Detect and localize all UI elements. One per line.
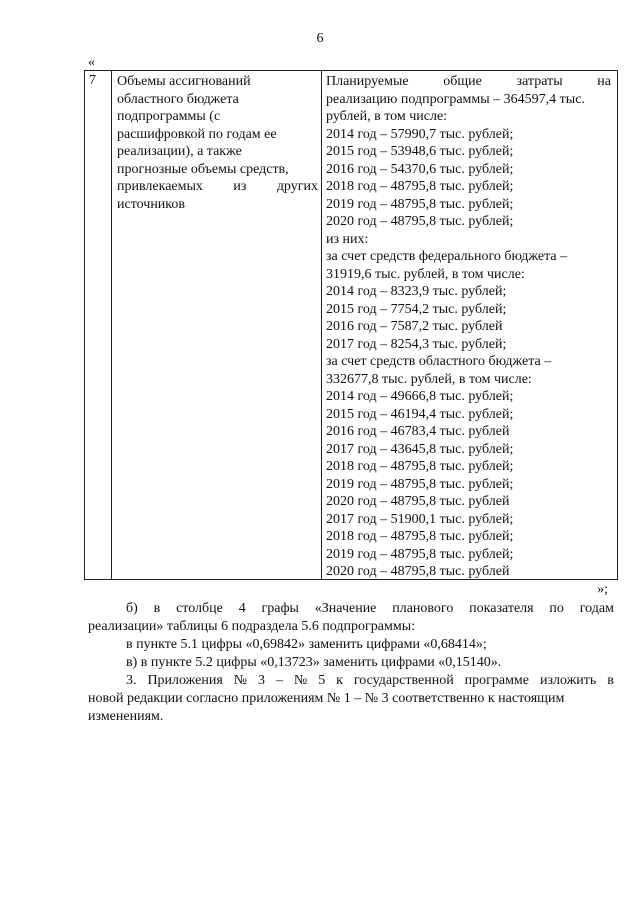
program-table	[84, 70, 618, 580]
description-line: подпрограммы (с	[117, 109, 221, 124]
description-line: реализации), а также	[117, 144, 242, 159]
funding-line: рублей, в том числе:	[326, 109, 448, 124]
funding-line: из них:	[326, 231, 369, 247]
paragraph-line: в) в пункте 5.2 цифры «0,13723» заменить цифрами «0,15140».	[126, 655, 502, 670]
word: планового	[392, 601, 454, 616]
word: других	[276, 179, 318, 194]
funding-line: 2017 год – 8254,3 тыс. рублей;	[326, 336, 507, 352]
word: в	[153, 601, 161, 616]
funding-line: 2014 год – 57990,7 тыс. рублей;	[326, 126, 514, 142]
funding-line: 2016 год – 46783,4 тыс. рублей	[326, 424, 510, 439]
word: 4	[238, 601, 246, 616]
paragraph-item-5-1	[88, 636, 614, 654]
content-cell	[322, 71, 617, 579]
word: столбце	[176, 601, 223, 616]
funding-line: 2016 год – 54370,6 тыс. рублей;	[326, 161, 514, 177]
word: 3.	[126, 673, 137, 688]
word: –	[275, 673, 283, 688]
funding-line: 2015 год – 46194,4 тыс. рублей;	[326, 406, 514, 422]
funding-line: 2019 год – 48795,8 тыс. рублей;	[326, 476, 514, 492]
word: на	[597, 74, 611, 89]
funding-line: 2014 год – 49666,8 тыс. рублей;	[326, 389, 514, 404]
paragraph-line	[88, 672, 614, 690]
paragraph-line: новой редакции согласно приложениям № 1 – № 3 соответственно к настоящим	[88, 691, 565, 706]
word: показателя	[469, 601, 534, 616]
word: в	[607, 673, 614, 688]
word: 5	[318, 673, 326, 688]
page-number: 6	[316, 31, 324, 46]
paragraph-line: изменениям.	[88, 709, 164, 724]
description-line: прогнозные объемы средств,	[117, 161, 289, 177]
word: Приложения	[147, 673, 223, 688]
funding-line: 2015 год – 53948,6 тыс. рублей;	[326, 144, 514, 159]
paragraph-b	[88, 600, 614, 636]
paragraph-v	[88, 654, 614, 672]
description-line: источников	[117, 196, 186, 212]
row-number-cell	[85, 71, 112, 579]
description-line	[117, 178, 318, 196]
description-line: областного бюджета	[117, 91, 239, 107]
word: б)	[126, 601, 138, 616]
word: №	[233, 673, 248, 688]
row-number: 7	[89, 73, 96, 88]
word: привлекаемых	[117, 179, 203, 194]
funding-line: 2020 год – 48795,8 тыс. рублей	[326, 494, 510, 509]
description-text	[117, 73, 318, 213]
funding-line: 2018 год – 48795,8 тыс. рублей;	[326, 459, 514, 474]
funding-line: 31919,6 тыс. рублей, в том числе:	[326, 266, 525, 282]
word: общие	[443, 74, 482, 89]
funding-line: 2019 год – 48795,8 тыс. рублей;	[326, 546, 514, 562]
funding-line: 2019 год – 48795,8 тыс. рублей;	[326, 196, 514, 212]
word: к	[336, 673, 343, 688]
funding-text	[326, 73, 611, 581]
funding-line: за счет средств областного бюджета –	[326, 354, 552, 369]
paragraph-line: в пункте 5.1 цифры «0,69842» заменить цифрами «0,68414»;	[126, 637, 487, 652]
paragraph-line	[88, 600, 614, 618]
word: 3	[258, 673, 266, 688]
funding-line: 2020 год – 48795,8 тыс. рублей	[326, 564, 510, 579]
description-line: Объемы ассигнований	[117, 74, 251, 89]
funding-line: 2020 год – 48795,8 тыс. рублей;	[326, 214, 514, 229]
opening-quote-mark: «	[88, 55, 95, 70]
description-cell	[112, 71, 322, 579]
word: №	[293, 673, 308, 688]
word: изложить	[539, 673, 597, 688]
word: «Значение	[314, 601, 377, 616]
word: программе	[464, 673, 530, 688]
funding-line: 2017 год – 51900,1 тыс. рублей;	[326, 511, 514, 527]
word: затраты	[516, 74, 563, 89]
funding-line	[326, 73, 611, 91]
funding-line: 2018 год – 48795,8 тыс. рублей;	[326, 529, 514, 544]
funding-line: 2017 год – 43645,8 тыс. рублей;	[326, 441, 514, 457]
funding-line: 2015 год – 7754,2 тыс. рублей;	[326, 301, 507, 317]
funding-line: 2016 год – 7587,2 тыс. рублей	[326, 319, 503, 334]
word: Планируемые	[326, 74, 409, 89]
word: государственной	[353, 673, 454, 688]
word: из	[233, 179, 247, 194]
funding-line: реализацию подпрограммы – 364597,4 тыс.	[326, 91, 585, 107]
closing-quote-mark: »;	[597, 582, 608, 597]
description-line: расшифровкой по годам ее	[117, 126, 277, 142]
word: графы	[261, 601, 299, 616]
funding-line: 332677,8 тыс. рублей, в том числе:	[326, 371, 532, 387]
word: годам	[579, 601, 614, 616]
word: по	[549, 601, 564, 616]
funding-line: 2018 год – 48795,8 тыс. рублей;	[326, 179, 514, 194]
funding-line: 2014 год – 8323,9 тыс. рублей;	[326, 284, 507, 299]
funding-line: за счет средств федерального бюджета –	[326, 249, 568, 264]
paragraph-line: реализации» таблицы 6 подраздела 5.6 подпрограммы:	[88, 619, 415, 634]
paragraph-3-appendices	[88, 672, 614, 726]
